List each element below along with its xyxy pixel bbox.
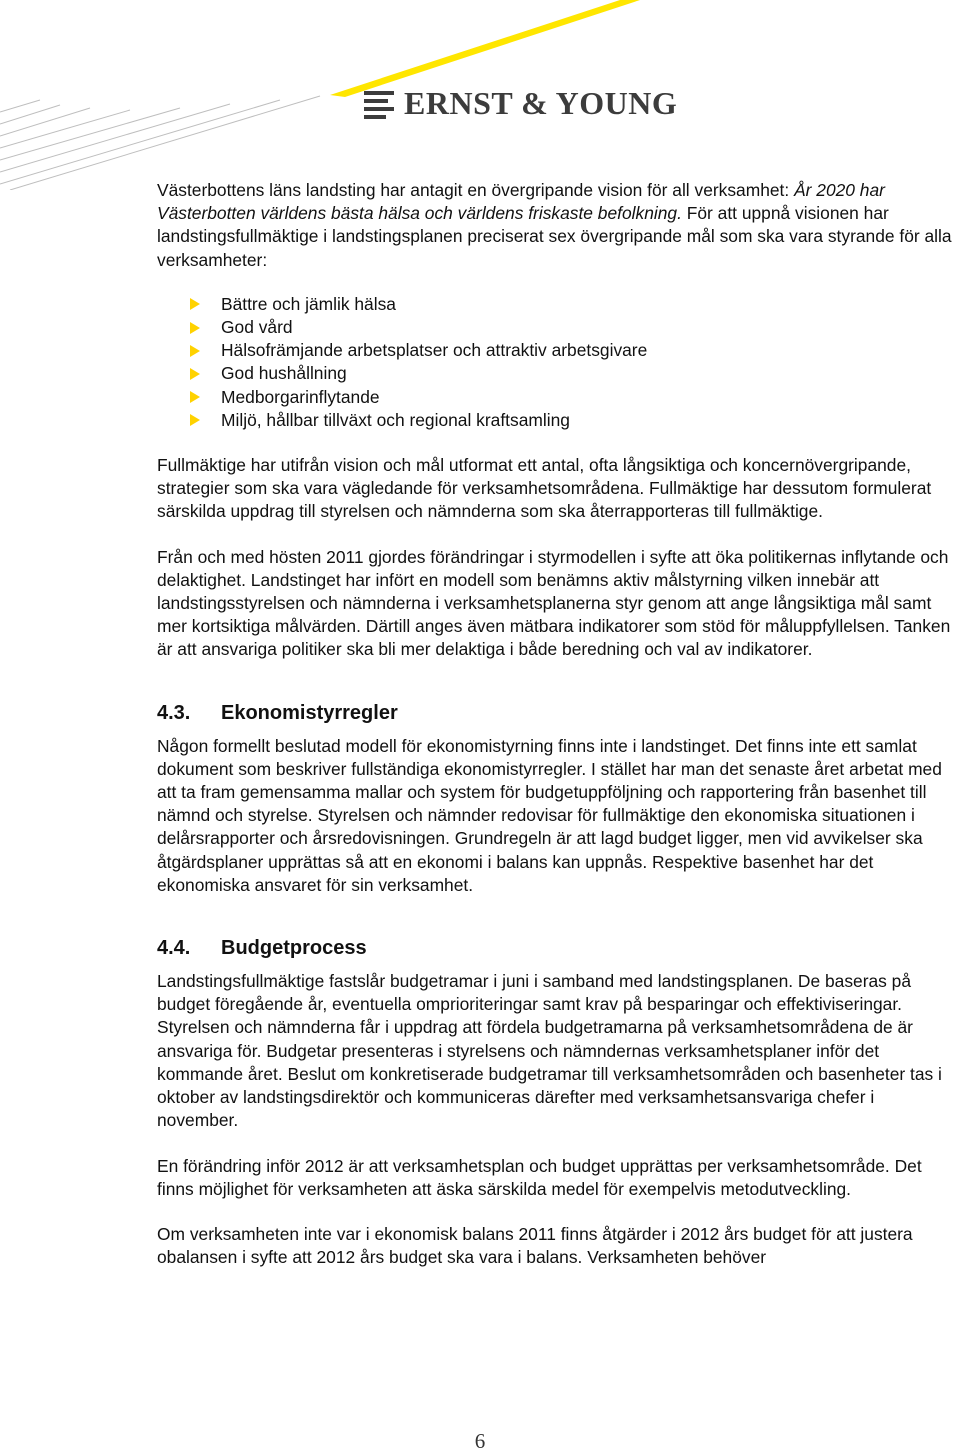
list-item (157, 339, 952, 362)
section-heading (157, 935, 952, 961)
intro-paragraph (157, 179, 952, 272)
ernst-young-logo (364, 86, 677, 120)
triangle-bullet-icon (190, 322, 200, 334)
paragraph: Någon formellt beslutad modell för ekonomistyrning finns inte i landstinget. Det finns inte ett samlat dokument som beskriver fullständiga ekonomistyrregler. I stället har man det senaste året arbetat med att ta fram gemensamma mallar och system för budgetuppföljning och rapportering från basenhet till nämnd och styrelse. Styrelsen och nämnder redovisar för fullmäktige den ekonomiska situationen i delårsrapporter och årsredovisningen. Grundregeln är att lagd budget ligger, men vid avvikelser ska åtgärdsplaner upprättas så att en ekonomi i balans kan uppnås. Respektive basenhet har det ekonomiska ansvaret för sin verksamhet. (157, 735, 942, 895)
goal-text: Medborgarinflytande (221, 386, 380, 407)
goal-text: Miljö, hållbar tillväxt och regional kraftsamling (221, 409, 570, 430)
paragraph: Fullmäktige har utifrån vision och mål utformat ett antal, ofta långsiktiga och koncernövergripande, strategier som ska vara vägledande för verksamhetsområdena. Fullmäktige har dessutom formulerat särskilda uppdrag till styrelsen och nämnderna som ska återrapporteras till fullmäktige. (157, 455, 932, 522)
section-title: Budgetprocess (221, 937, 367, 960)
list-item (157, 362, 952, 385)
ernst-young-logo-icon (364, 87, 398, 119)
triangle-bullet-icon (190, 345, 200, 357)
intro-lead: Västerbottens läns landsting har antagit en övergripande vision för all verksamhet: (157, 180, 795, 200)
page-number: 6 (474, 1429, 486, 1453)
triangle-bullet-icon (190, 368, 200, 380)
goal-text: Hälsofrämjande arbetsplatser och attraktiv arbetsgivare (221, 340, 648, 361)
paragraph: En förändring inför 2012 är att verksamhetsplan och budget upprättas per verksamhetsområde. Det finns möjlighet för verksamheten att äska särskilda medel för exempelvis metodutveckling. (157, 1155, 922, 1199)
goal-text: God vård (221, 317, 293, 338)
logo-wordmark: ERNST & YOUNG (404, 84, 678, 121)
paragraph: Om verksamheten inte var i ekonomisk balans 2011 finns åtgärder i 2012 års budget för att justera obalansen i syfte att 2012 års budget ska vara i balans. Verksamheten behöver (157, 1223, 913, 1268)
section-title: Ekonomistyrregler (221, 701, 398, 724)
list-item (157, 409, 952, 432)
list-item (157, 316, 952, 339)
list-item (157, 386, 952, 409)
paragraph: Från och med hösten 2011 gjordes förändringar i styrmodellen i syfte att öka politikernas inflytande och delaktighet. Landstinget har infört en modell som benämns aktiv målstyrning vilken innebär att landstingsstyrelsen och nämnderna i verksamhetsplanerna styr genom att ange långsiktiga mål samt mer kortsiktiga målvärden. Därtill anges även mätbara indikatorer som stöd för måluppfyllelsen. Tanken är att ansvariga politiker ska bli mer delaktiga i både beredning och val av indikatorer. (157, 546, 951, 660)
goal-text: Bättre och jämlik hälsa (221, 293, 396, 314)
document-body (157, 179, 952, 1269)
goals-list (157, 293, 952, 432)
goal-text: God hushållning (221, 363, 347, 384)
section-heading (157, 700, 952, 726)
paragraph: Landstingsfullmäktige fastslår budgetramar i juni i samband med landstingsplanen. De baseras på budget föregående år, eventuella omprioriteringar samt krav på besparingar och effektiviseringar. Styrelsen och nämnderna får i uppdrag att fördela budgetramarna på verksamhetsområdena de är ansvariga för. Budgetar presenteras i styrelsens och nämndernas verksamhetsplaner inför det kommande året. Beslut om konkretiserade budgetramar till verksamhetsområden och basenheter tas i oktober av landstingsdirektör och kommuniceras därefter med verksamhetsansvariga chefer i november. (157, 971, 942, 1131)
triangle-bullet-icon (190, 298, 200, 310)
list-item (157, 293, 952, 316)
section-number: 4.4. (157, 937, 191, 960)
triangle-bullet-icon (190, 391, 200, 403)
section-number: 4.3. (157, 701, 191, 724)
vision-statement: År 2020 har Västerbotten världens bästa hälsa och världens friskaste befolkning. (157, 180, 885, 224)
triangle-bullet-icon (190, 414, 200, 426)
intro-rest: För att uppnå visionen har landstingsfullmäktige i landstingsplanen preciserat sex övergripande mål som ska vara styrande för alla verksamheter: (157, 203, 952, 270)
